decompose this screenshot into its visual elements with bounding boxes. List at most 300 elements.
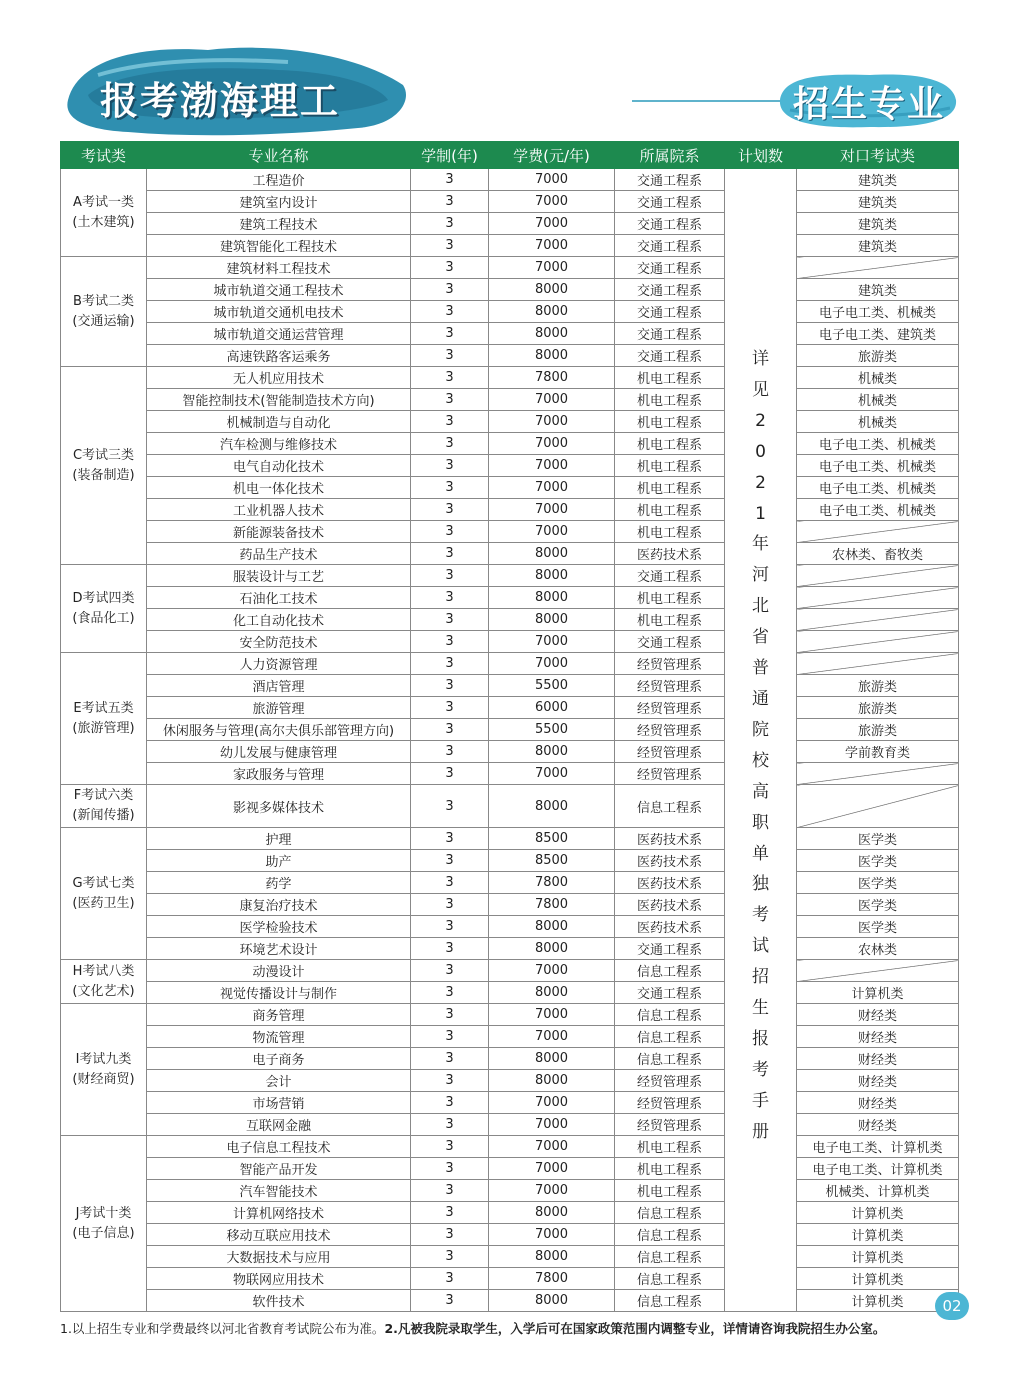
- duration-cell: 3: [411, 279, 489, 301]
- exam-category-name: (土木建筑): [72, 214, 135, 230]
- tuition-cell: 7000: [489, 191, 615, 213]
- department-cell: 信息工程系: [615, 1048, 725, 1070]
- duration-cell: 3: [411, 1092, 489, 1114]
- department-cell: 信息工程系: [615, 1224, 725, 1246]
- duration-cell: 3: [411, 675, 489, 697]
- department-cell: 机电工程系: [615, 587, 725, 609]
- plan-count-cell: [725, 169, 797, 1312]
- matching-exam-cell: 医学类: [797, 916, 959, 938]
- col-header-tuition: 学费(元/年): [489, 142, 615, 169]
- matching-exam-cell: 财经类: [797, 1114, 959, 1136]
- col-header-major-name: 专业名称: [147, 142, 411, 169]
- tuition-cell: 7000: [489, 1158, 615, 1180]
- exam-category-name: (财经商贸): [72, 1071, 135, 1087]
- tuition-cell: 7000: [489, 763, 615, 785]
- tuition-cell: 8500: [489, 850, 615, 872]
- duration-cell: 3: [411, 367, 489, 389]
- duration-cell: 3: [411, 697, 489, 719]
- table-row: [61, 1246, 959, 1268]
- duration-cell: 3: [411, 916, 489, 938]
- duration-cell: 3: [411, 411, 489, 433]
- duration-cell: 3: [411, 850, 489, 872]
- exam-category-code: A考试一类: [73, 194, 134, 210]
- major-name-cell: 电子信息工程技术: [147, 1136, 411, 1158]
- matching-exam-cell: 财经类: [797, 1070, 959, 1092]
- exam-category-cell: [61, 960, 147, 1004]
- major-name-cell: 机械制造与自动化: [147, 411, 411, 433]
- duration-cell: 3: [411, 609, 489, 631]
- plan-note-char: 报: [752, 1028, 769, 1049]
- department-cell: 机电工程系: [615, 1180, 725, 1202]
- table-row: [61, 565, 959, 587]
- major-name-cell: 物流管理: [147, 1026, 411, 1048]
- tuition-cell: 8000: [489, 565, 615, 587]
- matching-exam-cell: [797, 565, 959, 587]
- footnote-part2: 2.凡被我院录取学生，入学后可在国家政策范围内调整专业，详情请咨询我院招生办公室。: [384, 1321, 886, 1336]
- department-cell: 交通工程系: [615, 257, 725, 279]
- matching-exam-cell: 学前教育类: [797, 741, 959, 763]
- major-name-cell: 人力资源管理: [147, 653, 411, 675]
- major-name-cell: 旅游管理: [147, 697, 411, 719]
- duration-cell: 3: [411, 169, 489, 191]
- exam-category-name: (电子信息): [72, 1225, 135, 1241]
- table-row: [61, 257, 959, 279]
- major-name-cell: 影视多媒体技术: [147, 785, 411, 828]
- major-name-cell: 大数据技术与应用: [147, 1246, 411, 1268]
- matching-exam-cell: [797, 609, 959, 631]
- department-cell: 机电工程系: [615, 367, 725, 389]
- department-cell: 机电工程系: [615, 389, 725, 411]
- tuition-cell: 7000: [489, 1224, 615, 1246]
- tuition-cell: 7800: [489, 1268, 615, 1290]
- table-row: [61, 872, 959, 894]
- matching-exam-cell: 电子电工类、机械类: [797, 499, 959, 521]
- tuition-cell: 7000: [489, 499, 615, 521]
- plan-note-char: 详: [752, 349, 769, 369]
- table-row: [61, 1048, 959, 1070]
- plan-note-char: 2: [755, 472, 766, 493]
- tuition-cell: 7000: [489, 213, 615, 235]
- matching-exam-cell: 建筑类: [797, 191, 959, 213]
- plan-note-char: 单: [752, 843, 769, 864]
- department-cell: 交通工程系: [615, 565, 725, 587]
- duration-cell: 3: [411, 433, 489, 455]
- table-row: [61, 1180, 959, 1202]
- tuition-cell: 7000: [489, 389, 615, 411]
- major-name-cell: 建筑工程技术: [147, 213, 411, 235]
- department-cell: 交通工程系: [615, 191, 725, 213]
- table-row: [61, 894, 959, 916]
- major-name-cell: 互联网金融: [147, 1114, 411, 1136]
- exam-category-code: F考试六类: [73, 788, 134, 803]
- department-cell: 交通工程系: [615, 279, 725, 301]
- department-cell: 医药技术系: [615, 828, 725, 850]
- major-name-cell: 移动互联应用技术: [147, 1224, 411, 1246]
- department-cell: 交通工程系: [615, 213, 725, 235]
- exam-category-code: J考试十类: [75, 1205, 132, 1221]
- major-name-cell: 城市轨道交通机电技术: [147, 301, 411, 323]
- plan-note-char: 册: [752, 1121, 769, 1142]
- duration-cell: 3: [411, 301, 489, 323]
- department-cell: 信息工程系: [615, 1202, 725, 1224]
- major-name-cell: 幼儿发展与健康管理: [147, 741, 411, 763]
- matching-exam-cell: 医学类: [797, 850, 959, 872]
- plan-note-char: 2: [755, 410, 766, 431]
- tuition-cell: 7000: [489, 433, 615, 455]
- duration-cell: 3: [411, 741, 489, 763]
- table-row: [61, 543, 959, 565]
- table-row: [61, 169, 959, 191]
- exam-category-name: (新闻传播): [72, 808, 135, 823]
- tuition-cell: 5500: [489, 675, 615, 697]
- exam-category-cell: [61, 653, 147, 785]
- tuition-cell: 8000: [489, 1048, 615, 1070]
- plan-note-char: 考: [752, 1059, 769, 1080]
- department-cell: 交通工程系: [615, 631, 725, 653]
- matching-exam-cell: 计算机类: [797, 1246, 959, 1268]
- tuition-cell: 7000: [489, 477, 615, 499]
- table-row: [61, 697, 959, 719]
- exam-category-cell: [61, 828, 147, 960]
- matching-exam-cell: 旅游类: [797, 345, 959, 367]
- col-header-department: 所属院系: [615, 142, 725, 169]
- table-row: [61, 763, 959, 785]
- duration-cell: 3: [411, 1202, 489, 1224]
- matching-exam-cell: 农林类: [797, 938, 959, 960]
- duration-cell: 3: [411, 1224, 489, 1246]
- tuition-cell: 7000: [489, 960, 615, 982]
- major-name-cell: 物联网应用技术: [147, 1268, 411, 1290]
- major-name-cell: 建筑智能化工程技术: [147, 235, 411, 257]
- matching-exam-cell: 机械类: [797, 367, 959, 389]
- duration-cell: 3: [411, 1114, 489, 1136]
- major-name-cell: 药学: [147, 872, 411, 894]
- matching-exam-cell: [797, 653, 959, 675]
- major-name-cell: 新能源装备技术: [147, 521, 411, 543]
- table-row: [61, 477, 959, 499]
- matching-exam-cell: 财经类: [797, 1048, 959, 1070]
- duration-cell: 3: [411, 389, 489, 411]
- table-row: [61, 719, 959, 741]
- tuition-cell: 7000: [489, 1004, 615, 1026]
- tuition-cell: 8000: [489, 279, 615, 301]
- major-name-cell: 建筑材料工程技术: [147, 257, 411, 279]
- exam-category-cell: [61, 785, 147, 828]
- matching-exam-cell: [797, 521, 959, 543]
- table-row: [61, 301, 959, 323]
- matching-exam-cell: 计算机类: [797, 1224, 959, 1246]
- plan-note-char: 职: [752, 812, 769, 833]
- duration-cell: 3: [411, 1004, 489, 1026]
- table-row: [61, 938, 959, 960]
- table-row: [61, 675, 959, 697]
- duration-cell: 3: [411, 1136, 489, 1158]
- tuition-cell: 7800: [489, 894, 615, 916]
- department-cell: 机电工程系: [615, 1158, 725, 1180]
- duration-cell: 3: [411, 1246, 489, 1268]
- table-row: [61, 850, 959, 872]
- footnote-part1: 1.以上招生专业和学费最终以河北省教育考试院公布为准。: [60, 1321, 385, 1336]
- matching-exam-cell: 医学类: [797, 894, 959, 916]
- tuition-cell: 7000: [489, 653, 615, 675]
- plan-note-char: 普: [752, 658, 769, 679]
- department-cell: 经贸管理系: [615, 741, 725, 763]
- department-cell: 机电工程系: [615, 411, 725, 433]
- plan-note-char: 省: [752, 627, 769, 648]
- duration-cell: 3: [411, 477, 489, 499]
- plan-note-char: 生: [752, 998, 769, 1019]
- plan-note-char: 0: [755, 441, 766, 462]
- exam-category-code: G考试七类: [72, 875, 135, 891]
- major-name-cell: 电子商务: [147, 1048, 411, 1070]
- major-name-cell: 助产: [147, 850, 411, 872]
- matching-exam-cell: 计算机类: [797, 1202, 959, 1224]
- matching-exam-cell: [797, 763, 959, 785]
- exam-category-code: B考试二类: [73, 293, 134, 309]
- exam-category-name: (医药卫生): [72, 895, 135, 911]
- table-row: [61, 653, 959, 675]
- tuition-cell: 8000: [489, 785, 615, 828]
- tuition-cell: 8000: [489, 587, 615, 609]
- duration-cell: 3: [411, 587, 489, 609]
- col-header-exam-category: 考试类: [61, 142, 147, 169]
- matching-exam-cell: 医学类: [797, 872, 959, 894]
- tuition-cell: 8000: [489, 1290, 615, 1312]
- tuition-cell: 8000: [489, 1202, 615, 1224]
- table-row: [61, 191, 959, 213]
- department-cell: 医药技术系: [615, 916, 725, 938]
- department-cell: 机电工程系: [615, 455, 725, 477]
- table-row: [61, 1026, 959, 1048]
- col-header-matching-exam: 对口考试类: [797, 142, 959, 169]
- matching-exam-cell: 旅游类: [797, 697, 959, 719]
- matching-exam-cell: 建筑类: [797, 213, 959, 235]
- header-divider-line: [632, 100, 782, 102]
- table-row: [61, 433, 959, 455]
- duration-cell: 3: [411, 1070, 489, 1092]
- major-name-cell: 工业机器人技术: [147, 499, 411, 521]
- matching-exam-cell: 电子电工类、计算机类: [797, 1136, 959, 1158]
- matching-exam-cell: [797, 960, 959, 982]
- tuition-cell: 8000: [489, 741, 615, 763]
- department-cell: 交通工程系: [615, 323, 725, 345]
- department-cell: 经贸管理系: [615, 697, 725, 719]
- matching-exam-cell: 医学类: [797, 828, 959, 850]
- matching-exam-cell: 财经类: [797, 1004, 959, 1026]
- tuition-cell: 8500: [489, 828, 615, 850]
- table-row: [61, 1202, 959, 1224]
- table-row: [61, 455, 959, 477]
- duration-cell: 3: [411, 257, 489, 279]
- major-name-cell: 工程造价: [147, 169, 411, 191]
- tuition-cell: 7000: [489, 235, 615, 257]
- major-name-cell: 康复治疗技术: [147, 894, 411, 916]
- matching-exam-cell: 财经类: [797, 1092, 959, 1114]
- exam-category-code: H考试八类: [72, 963, 135, 979]
- major-name-cell: 护理: [147, 828, 411, 850]
- table-row: [61, 1158, 959, 1180]
- table-row: [61, 279, 959, 301]
- plan-note-char: 1: [755, 503, 766, 524]
- exam-category-cell: [61, 367, 147, 565]
- table-row: [61, 982, 959, 1004]
- tuition-cell: 7000: [489, 1180, 615, 1202]
- matching-exam-cell: 建筑类: [797, 235, 959, 257]
- table-row: [61, 521, 959, 543]
- exam-category-cell: [61, 565, 147, 653]
- plan-note-char: 院: [752, 719, 769, 740]
- tuition-cell: 8000: [489, 323, 615, 345]
- department-cell: 医药技术系: [615, 543, 725, 565]
- table-header-row: [61, 142, 959, 169]
- table-row: [61, 367, 959, 389]
- matching-exam-cell: [797, 785, 959, 828]
- table-row: [61, 741, 959, 763]
- duration-cell: 3: [411, 1048, 489, 1070]
- plan-note-char: 北: [752, 596, 769, 617]
- tuition-cell: 5500: [489, 719, 615, 741]
- matching-exam-cell: 计算机类: [797, 982, 959, 1004]
- table-row: [61, 1136, 959, 1158]
- major-name-cell: 汽车智能技术: [147, 1180, 411, 1202]
- matching-exam-cell: 电子电工类、机械类: [797, 301, 959, 323]
- brand-title: 报考渤海理工: [100, 79, 341, 123]
- exam-category-code: E考试五类: [73, 700, 134, 716]
- department-cell: 交通工程系: [615, 301, 725, 323]
- table-row: [61, 411, 959, 433]
- plan-note-char: 试: [752, 936, 769, 957]
- major-name-cell: 电气自动化技术: [147, 455, 411, 477]
- major-name-cell: 智能产品开发: [147, 1158, 411, 1180]
- major-name-cell: 安全防范技术: [147, 631, 411, 653]
- table-row: [61, 960, 959, 982]
- table-row: [61, 1114, 959, 1136]
- duration-cell: 3: [411, 1290, 489, 1312]
- major-name-cell: 家政服务与管理: [147, 763, 411, 785]
- duration-cell: 3: [411, 565, 489, 587]
- table-row: [61, 587, 959, 609]
- table-row: [61, 828, 959, 850]
- matching-exam-cell: [797, 587, 959, 609]
- matching-exam-cell: 财经类: [797, 1026, 959, 1048]
- duration-cell: 3: [411, 1180, 489, 1202]
- department-cell: 经贸管理系: [615, 719, 725, 741]
- matching-exam-cell: 电子电工类、计算机类: [797, 1158, 959, 1180]
- col-header-duration: 学制(年): [411, 142, 489, 169]
- duration-cell: 3: [411, 763, 489, 785]
- duration-cell: 3: [411, 938, 489, 960]
- admissions-table: [60, 141, 959, 1312]
- department-cell: 机电工程系: [615, 609, 725, 631]
- tuition-cell: 7000: [489, 1136, 615, 1158]
- department-cell: 经贸管理系: [615, 1070, 725, 1092]
- matching-exam-cell: 电子电工类、机械类: [797, 455, 959, 477]
- major-name-cell: 化工自动化技术: [147, 609, 411, 631]
- duration-cell: 3: [411, 455, 489, 477]
- department-cell: 机电工程系: [615, 433, 725, 455]
- major-name-cell: 机电一体化技术: [147, 477, 411, 499]
- major-name-cell: 汽车检测与维修技术: [147, 433, 411, 455]
- plan-note-char: 手: [752, 1090, 769, 1111]
- department-cell: 经贸管理系: [615, 675, 725, 697]
- department-cell: 交通工程系: [615, 982, 725, 1004]
- major-name-cell: 计算机网络技术: [147, 1202, 411, 1224]
- matching-exam-cell: 机械类: [797, 411, 959, 433]
- duration-cell: 3: [411, 1158, 489, 1180]
- major-name-cell: 软件技术: [147, 1290, 411, 1312]
- table-row: [61, 499, 959, 521]
- tuition-cell: 7000: [489, 411, 615, 433]
- plan-note-char: 考: [752, 905, 769, 926]
- matching-exam-cell: 计算机类: [797, 1290, 959, 1312]
- tuition-cell: 8000: [489, 938, 615, 960]
- table-row: [61, 785, 959, 828]
- major-name-cell: 商务管理: [147, 1004, 411, 1026]
- major-name-cell: 医学检验技术: [147, 916, 411, 938]
- table-row: [61, 1224, 959, 1246]
- tuition-cell: 7000: [489, 631, 615, 653]
- duration-cell: 3: [411, 235, 489, 257]
- department-cell: 交通工程系: [615, 345, 725, 367]
- department-cell: 机电工程系: [615, 1136, 725, 1158]
- matching-exam-cell: 建筑类: [797, 169, 959, 191]
- tuition-cell: 7000: [489, 1092, 615, 1114]
- duration-cell: 3: [411, 499, 489, 521]
- major-name-cell: 环境艺术设计: [147, 938, 411, 960]
- duration-cell: 3: [411, 894, 489, 916]
- duration-cell: 3: [411, 653, 489, 675]
- department-cell: 交通工程系: [615, 235, 725, 257]
- tuition-cell: 7800: [489, 872, 615, 894]
- department-cell: 经贸管理系: [615, 1092, 725, 1114]
- major-name-cell: 建筑室内设计: [147, 191, 411, 213]
- table-row: [61, 1290, 959, 1312]
- duration-cell: 3: [411, 960, 489, 982]
- major-name-cell: 酒店管理: [147, 675, 411, 697]
- major-name-cell: 药品生产技术: [147, 543, 411, 565]
- department-cell: 医药技术系: [615, 872, 725, 894]
- plan-note-char: 年: [752, 534, 769, 555]
- department-cell: 经贸管理系: [615, 1114, 725, 1136]
- exam-category-code: I考试九类: [75, 1051, 132, 1067]
- matching-exam-cell: [797, 631, 959, 653]
- major-name-cell: 市场营销: [147, 1092, 411, 1114]
- exam-category-code: D考试四类: [72, 590, 135, 606]
- department-cell: 机电工程系: [615, 521, 725, 543]
- duration-cell: 3: [411, 719, 489, 741]
- major-name-cell: 智能控制技术(智能制造技术方向): [147, 389, 411, 411]
- footnote: [60, 1319, 885, 1337]
- tuition-cell: 7000: [489, 455, 615, 477]
- major-name-cell: 高速铁路客运乘务: [147, 345, 411, 367]
- matching-exam-cell: 机械类、计算机类: [797, 1180, 959, 1202]
- department-cell: 医药技术系: [615, 850, 725, 872]
- exam-category-cell: [61, 169, 147, 257]
- department-cell: 经贸管理系: [615, 763, 725, 785]
- duration-cell: 3: [411, 828, 489, 850]
- major-name-cell: 城市轨道交通工程技术: [147, 279, 411, 301]
- department-cell: 信息工程系: [615, 1268, 725, 1290]
- matching-exam-cell: 旅游类: [797, 675, 959, 697]
- duration-cell: 3: [411, 631, 489, 653]
- col-header-plan-count: 计划数: [725, 142, 797, 169]
- matching-exam-cell: 旅游类: [797, 719, 959, 741]
- tuition-cell: 7800: [489, 367, 615, 389]
- matching-exam-cell: [797, 257, 959, 279]
- duration-cell: 3: [411, 872, 489, 894]
- table-row: [61, 235, 959, 257]
- major-name-cell: 动漫设计: [147, 960, 411, 982]
